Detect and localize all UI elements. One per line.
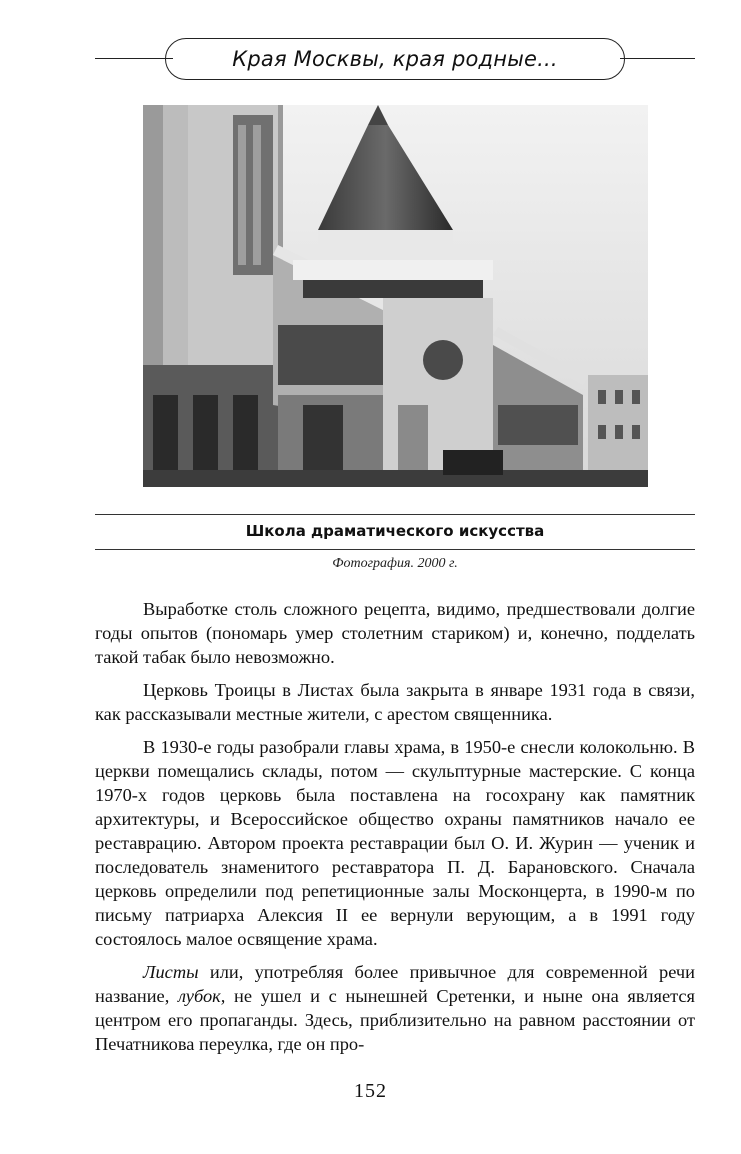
caption-rule-top <box>95 514 695 515</box>
paragraph-1: Выработке столь сложного рецепта, видимо, предшествовали долгие годы опытов (пономарь умер столетним стариком) и, конечно, подделать такой табак было невозможно. <box>95 599 695 667</box>
figure-caption: Школа драматического искусства <box>245 522 545 540</box>
body-text <box>95 597 695 1065</box>
header-rule-right <box>620 58 695 59</box>
running-header-title: Края Москвы, края родные... <box>165 38 625 80</box>
paragraph-2: Церковь Троицы в Листах была закрыта в январе 1931 года в связи, как рассказывали местные жители, с арестом священника. <box>95 680 695 724</box>
caption-rule-bottom <box>95 549 695 550</box>
building-photograph <box>143 105 648 487</box>
page-number: 152 <box>354 1080 387 1102</box>
italic-term-lubok: лубок, <box>178 986 226 1006</box>
paragraph-3: В 1930-е годы разобрали главы храма, в 1950-е снесли колокольню. В церкви помещались склады, потом — скульптурные мастерские. С конца 1970-х годов церковь была поставлена на госохрану как памятник архитектуры, и Всероссийское общество охраны памятников начало ее реставрацию. Автором проекта реставрации был О. И. Журин — ученик и последователь знаменитого реставратора П. Д. Барановского. Сначала церковь определили под репетиционные залы Москонцерта, в 1990-м по письму патриарха Алексия II ее вернули верующим, а в 1991 году состоялось малое освящение храма. <box>95 737 695 949</box>
italic-term-listy: Листы <box>143 962 199 982</box>
figure-subcaption: Фотография. 2000 г. <box>332 556 458 571</box>
running-header <box>95 36 695 80</box>
paragraph-4-text-1: или, употребляя более привычное для современной речи название, <box>95 962 695 1006</box>
paragraph-4-text-2: не ушел и с нынешней Сретенки, и ныне она является центром его пропаганды. Здесь, приблизительно на равном расстоянии от Печатникова переулка, где он про- <box>95 986 695 1054</box>
paragraph-4 <box>95 960 695 1056</box>
header-rule-left <box>95 58 173 59</box>
